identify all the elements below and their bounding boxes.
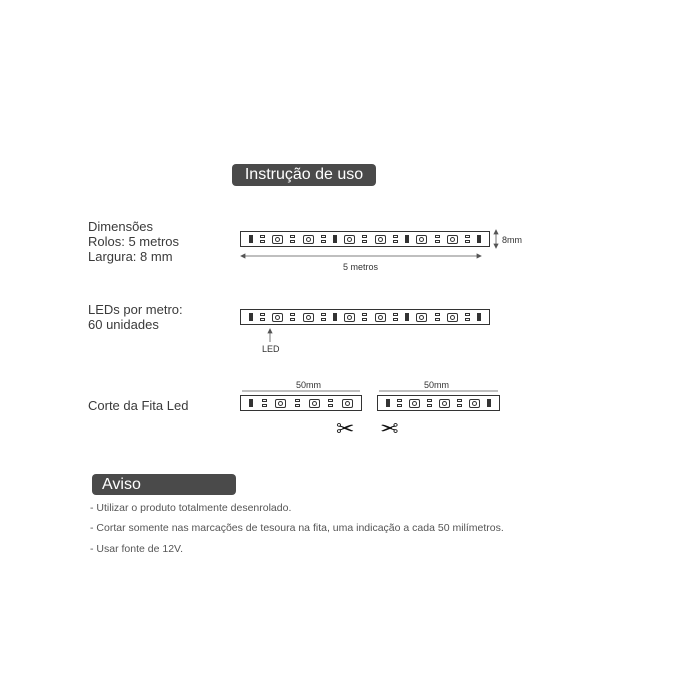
segment-label-left: 50mm — [296, 380, 322, 390]
scissors-icon: ✂ — [336, 416, 355, 441]
width-arrow-head-bottom — [494, 244, 498, 248]
length-label: 5 metros — [343, 262, 379, 272]
led-pointer-head — [268, 329, 272, 333]
rolls-length: Rolos: 5 metros — [88, 234, 180, 249]
width-arrow-head-top — [494, 230, 498, 234]
cut-heading: Corte da Fita Led — [88, 398, 189, 413]
aviso-item-2: - Cortar somente nas marcações de tesoura na fita, uma indicação a cada 50 milímetros. — [90, 522, 504, 534]
aviso-item-1: - Utilizar o produto totalmente desenrolado. — [90, 502, 292, 514]
dimensions-heading: Dimensões — [88, 219, 154, 234]
led-label: LED — [262, 344, 280, 354]
instructions-title: Instrução de uso — [232, 164, 376, 186]
strip-width: Largura: 8 mm — [88, 249, 173, 264]
width-label: 8mm — [502, 235, 522, 245]
length-arrow-head-right — [477, 254, 481, 258]
aviso-item-3: - Usar fonte de 12V. — [90, 543, 184, 555]
leds-count: 60 unidades — [88, 317, 159, 332]
segment-label-right: 50mm — [424, 380, 450, 390]
leds-per-meter-heading: LEDs por metro: — [88, 302, 183, 317]
aviso-title: Aviso — [92, 474, 236, 495]
length-arrow-head-left — [241, 254, 245, 258]
scissors-icon: ✂ — [380, 416, 399, 441]
